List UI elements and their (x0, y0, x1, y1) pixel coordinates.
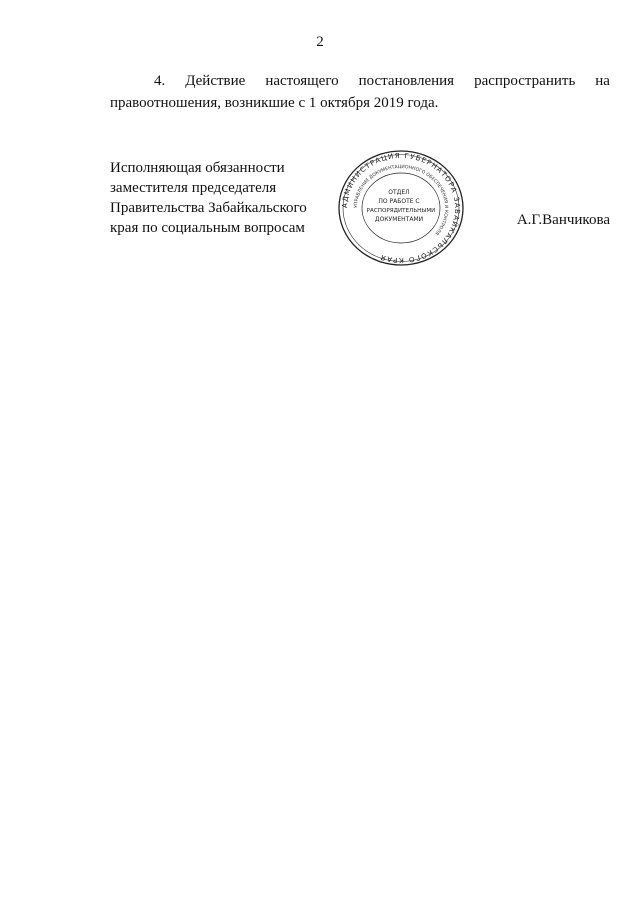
paragraph-word: настоящего (265, 73, 339, 89)
signer-name: А.Г.Ванчикова (516, 212, 610, 228)
official-seal (335, 148, 467, 268)
paragraph-word: постановления (358, 73, 455, 89)
seal-center-line: ПО РАБОТЕ С (378, 198, 420, 205)
signer-position-line: Исполняющая обязанности (110, 160, 285, 176)
paragraph-word: на (595, 73, 610, 89)
signer-position-line: Правительства Забайкальского (110, 200, 307, 216)
paragraph-4-line-2: правоотношения, возникшие с 1 октября 2019 года. (110, 95, 439, 111)
paragraph-word: Действие (185, 73, 246, 89)
seal-outer-text: АДМИНИСТРАЦИЯ ГУБЕРНАТОРА ЗАБАЙКАЛЬСКОГО КРАЯ (340, 151, 462, 265)
paragraph-word: распространить (474, 73, 576, 89)
seal-middle-text: УПРАВЛЕНИЕ ДОКУМЕНТАЦИОННОГО ОБЕСПЕЧЕНИЯ И КОНТРОЛЯ (353, 164, 449, 236)
signer-position (110, 158, 307, 238)
seal-center-line: ОТДЕЛ (388, 189, 410, 196)
signer-position-line: заместителя председателя (110, 180, 277, 196)
seal-center-line: ДОКУМЕНТАМИ (374, 216, 424, 223)
paragraph-4-line-1 (110, 70, 610, 92)
seal-center-line: РАСПОРЯДИТЕЛЬНЫМИ (366, 208, 436, 214)
paragraph-number: 4. (154, 73, 166, 89)
signer-position-line: края по социальным вопросам (110, 220, 305, 236)
page-number: 2 (316, 34, 324, 50)
